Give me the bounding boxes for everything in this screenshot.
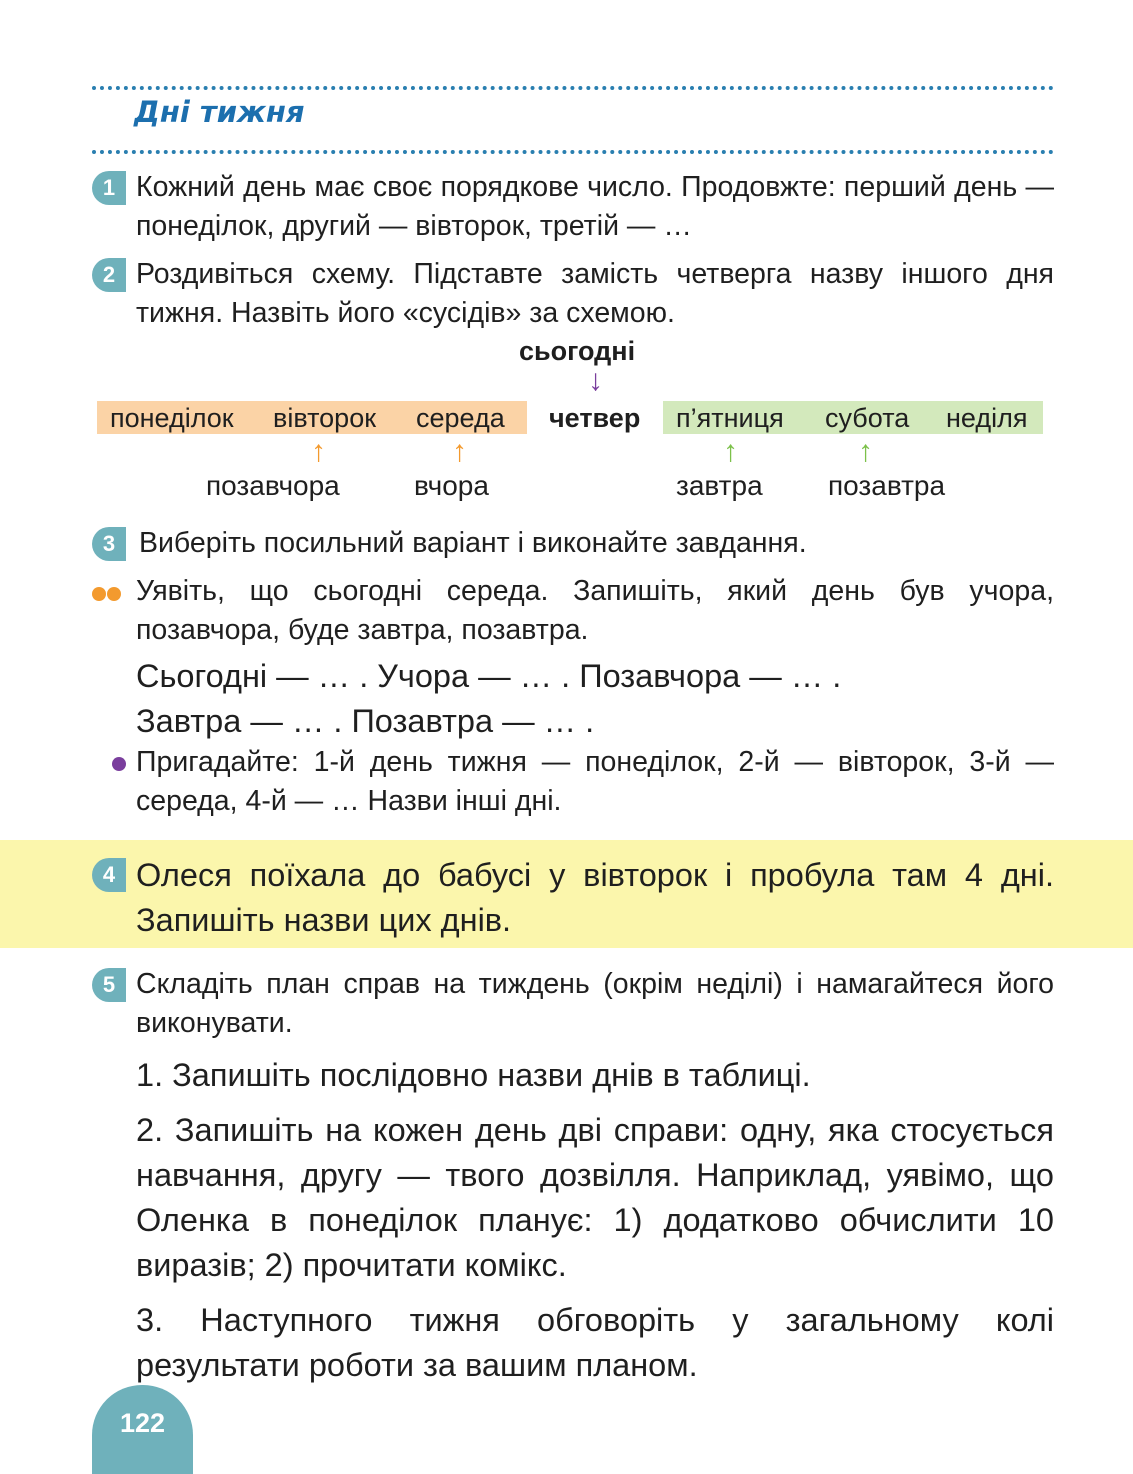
task-number-badge: 4 (92, 858, 126, 892)
section-title: Дні тижня (134, 95, 305, 129)
day-sunday: неділя (946, 403, 1028, 433)
task-1 (92, 168, 1054, 246)
variant-a-line-2: Завтра — … . Позавтра — … . (136, 703, 595, 739)
day-friday: п’ятниця (676, 403, 784, 433)
variant-b-text: Пригадайте: 1-й день тижня — понеділок, 2-й — вівторок, 3-й — середа, 4-й — … Назви інші дні. (136, 746, 1054, 817)
task-3-variant-b (92, 743, 1054, 821)
arrow-up-icon: ↑ (311, 435, 326, 468)
task-4 (92, 853, 1054, 943)
label-day-before-yesterday: позавчора (206, 470, 340, 501)
task-3-text: Виберіть посильний варіант і виконайте завдання. (139, 527, 807, 559)
task-1-text: Кожний день має своє порядкове число. Продовжте: перший день — понеділок, другий — вівторок, третій — … (136, 171, 1054, 242)
label-yesterday: вчора (414, 470, 489, 501)
dot-marker-icon (112, 755, 126, 773)
task-4-text: Олеся поїхала до бабусі у вівторок і пробула там 4 дні. Запишіть назви цих днів. (136, 857, 1054, 938)
task-5-text: Складіть план справ на тиждень (окрім неділі) і намагайтеся його виконувати. (136, 968, 1054, 1039)
task-2-text: Роздивіться схему. Підставте замість четверга назву іншого дня тижня. Назвіть його «сусідів» за схемою. (136, 258, 1054, 329)
task-5-step-3: 3. Наступного тижня обговоріть у загальному колі результати роботи за вашим планом. (136, 1302, 1054, 1383)
today-arrow-icon: ↓ (588, 364, 603, 397)
task-5-step-1: 1. Запишіть послідовно назви днів в таблиці. (136, 1057, 811, 1093)
task-5-step-2: 2. Запишіть на кожен день дві справи: одну, яка стосується навчання, другу — твого дозвілля. Наприклад, уявімо, що Оленка в понеділок планує: 1) додатково обчислити 10 виразів; 2) прочитати комікс. (136, 1112, 1054, 1283)
day-saturday: субота (825, 403, 910, 433)
task-number-badge: 3 (92, 527, 126, 561)
task-2 (92, 255, 1054, 333)
day-monday: понеділок (110, 403, 234, 433)
task-5 (92, 965, 1054, 1388)
day-thursday: четвер (549, 403, 641, 433)
arrow-up-icon: ↑ (452, 435, 467, 468)
label-tomorrow: завтра (676, 470, 763, 501)
bottom-dotted-rule (92, 150, 1054, 154)
page-number: 122 (92, 1385, 193, 1474)
task-number-badge: 2 (92, 258, 126, 292)
two-dots-marker-icon (92, 585, 121, 603)
day-wednesday: середа (416, 403, 505, 433)
today-label: сьогодні (519, 336, 636, 366)
day-tuesday: вівторок (273, 403, 377, 433)
variant-a-line-1: Сьогодні — … . Учора — … . Позавчора — … . (136, 658, 842, 694)
label-day-after-tomorrow: позавтра (828, 470, 946, 501)
task-number-badge: 1 (92, 171, 126, 205)
variant-a-text: Уявіть, що сьогодні середа. Запишіть, який день був учора, позавчора, буде завтра, позавтра. (136, 575, 1054, 646)
arrow-up-icon: ↑ (858, 435, 873, 468)
arrow-up-icon: ↑ (723, 435, 738, 468)
task-3 (92, 524, 1054, 563)
task-number-badge: 5 (92, 968, 126, 1002)
task-3-variant-a (92, 572, 1054, 744)
top-dotted-rule (92, 86, 1054, 90)
